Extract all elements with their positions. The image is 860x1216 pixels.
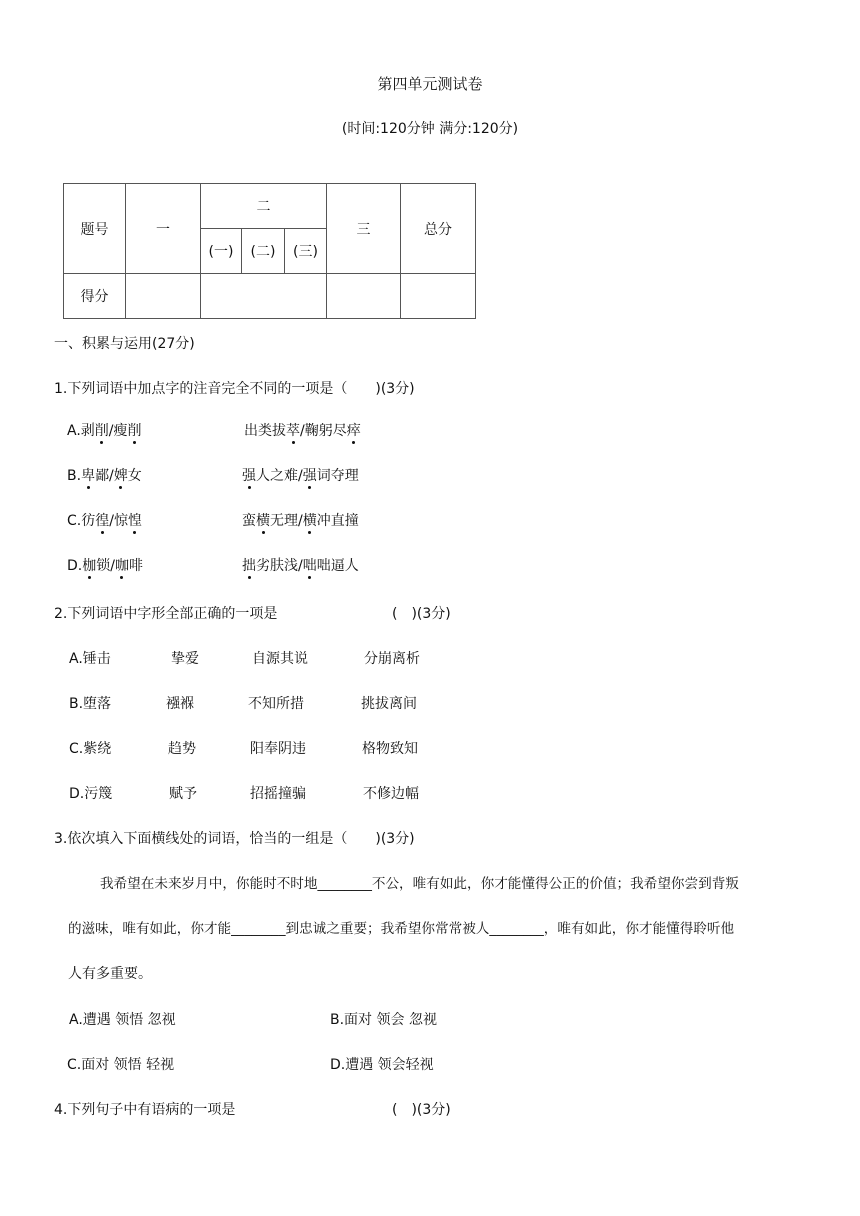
q2-option-c-4: 格物致知 [362,741,418,757]
q2-option-c-1: C.紫绕 [69,741,112,757]
q1-option-a-left: A.剥削/瘦削 [67,423,142,439]
question-1-stem: 1.下列词语中加点字的注音完全不同的一项是（ )(3分) [54,381,415,397]
question-4-mark: ( )(3分) [392,1102,451,1118]
q2-option-a-4: 分崩离析 [364,651,420,667]
q2-option-d-1: D.污篾 [69,786,113,802]
q1-option-c-right: 蛮横无理/横冲直撞 [242,513,359,529]
q2-option-b-3: 不知所措 [248,696,304,712]
score-table-col-2: 二 [201,184,327,229]
q2-option-c-3: 阳奉阴违 [250,741,306,757]
score-cell-total[interactable] [401,274,476,319]
score-table-col-1: 一 [126,184,201,274]
score-table-label-score: 得分 [64,274,126,319]
q3-passage-line-1: 我希望在未来岁月中，你能时不时地________不公，唯有如此，你才能懂得公正的价值；我希望你尝到背叛 [100,876,739,892]
q2-option-b-4: 挑拔离间 [361,696,417,712]
q2-option-d-3: 招摇撞骗 [250,786,306,802]
q2-option-d-4: 不修边幅 [363,786,419,802]
score-table-col-2-sub-2: (二) [242,229,285,274]
q2-option-a-3: 自源其说 [252,651,308,667]
score-table [63,183,476,319]
q3-passage-line-2: 的滋味，唯有如此，你才能________到忠诚之重要；我希望你常常被人________，唯有如此，你才能懂得聆听他 [68,921,735,937]
page-subtitle: (时间:120分钟 满分:120分) [341,121,519,137]
q3-option-b: B.面对 领会 忽视 [330,1012,437,1028]
q2-option-a-1: A.锤击 [69,651,111,667]
question-2-mark: ( )(3分) [392,606,451,622]
q1-option-d-right: 拙劣肤浅/咄咄逼人 [242,558,359,574]
score-cell-1[interactable] [126,274,201,319]
q1-option-a-right: 出类拔萃/鞠躬尽瘁 [244,423,361,439]
score-table-col-2-sub-3: (三) [285,229,327,274]
q1-option-b-left: B.卑鄙/婢女 [67,468,142,484]
q1-option-c-left: C.彷徨/惊惶 [67,513,142,529]
score-table-col-2-sub-1: (一) [201,229,242,274]
question-4-stem: 4.下列句子中有语病的一项是 [54,1102,236,1118]
q1-option-b-right: 强人之难/强词夺理 [242,468,359,484]
score-table-col-3: 三 [327,184,401,274]
score-cell-2[interactable] [201,274,327,319]
q2-option-a-2: 挚爱 [171,651,199,667]
q2-option-c-2: 趋势 [168,741,196,757]
q3-option-c: C.面对 领悟 轻视 [67,1057,175,1073]
score-cell-3[interactable] [327,274,401,319]
score-table-col-total: 总分 [401,184,476,274]
q3-passage-line-3: 人有多重要。 [68,966,152,982]
q3-option-d: D.遭遇 领会轻视 [330,1057,434,1073]
section-heading: 一、积累与运用(27分) [54,336,195,352]
page-title: 第四单元测试卷 [377,75,483,93]
q2-option-b-1: B.堕落 [69,696,112,712]
q2-option-d-2: 赋予 [169,786,197,802]
q3-option-a: A.遭遇 领悟 忽视 [69,1012,176,1028]
q2-option-b-2: 襁褓 [166,696,194,712]
question-2-stem: 2.下列词语中字形全部正确的一项是 [54,606,278,622]
score-table-label-question: 题号 [64,184,126,274]
question-3-stem: 3.依次填入下面横线处的词语，恰当的一组是（ )(3分) [54,831,415,847]
q1-option-d-left: D.枷锁/咖啡 [67,558,143,574]
